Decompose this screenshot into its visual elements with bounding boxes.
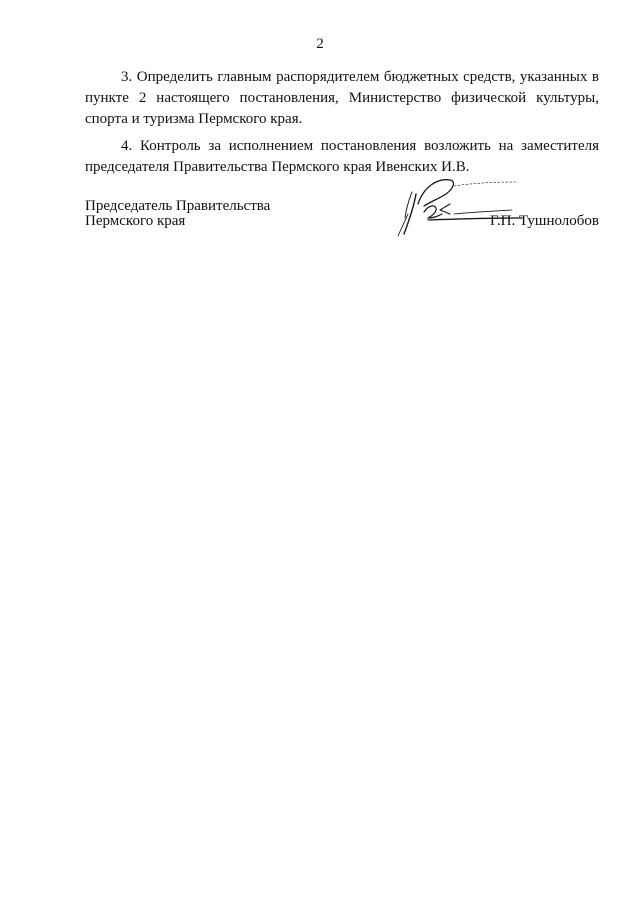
paragraph-3: 3. Определить главным распорядителем бюджетных средств, указанных в пункте 2 настоящего постановления, Министерство физической культуры, спорта и туризма Пермского края. — [85, 69, 599, 127]
signatory-name: Г.П. Тушнолобов — [489, 213, 599, 229]
handwritten-signature — [394, 174, 524, 240]
page-number: 2 — [316, 36, 324, 52]
document-body — [85, 67, 599, 184]
signatory-position-line-2: Пермского края — [85, 213, 186, 229]
signature-block — [85, 199, 599, 239]
signatory-position-line-1: Председатель Правительства — [85, 198, 271, 214]
signatory-position — [85, 199, 270, 229]
paragraph-4: 4. Контроль за исполнением постановления возложить на заместителя председателя Правительства Пермского края Ивенских И.В. — [85, 138, 599, 175]
